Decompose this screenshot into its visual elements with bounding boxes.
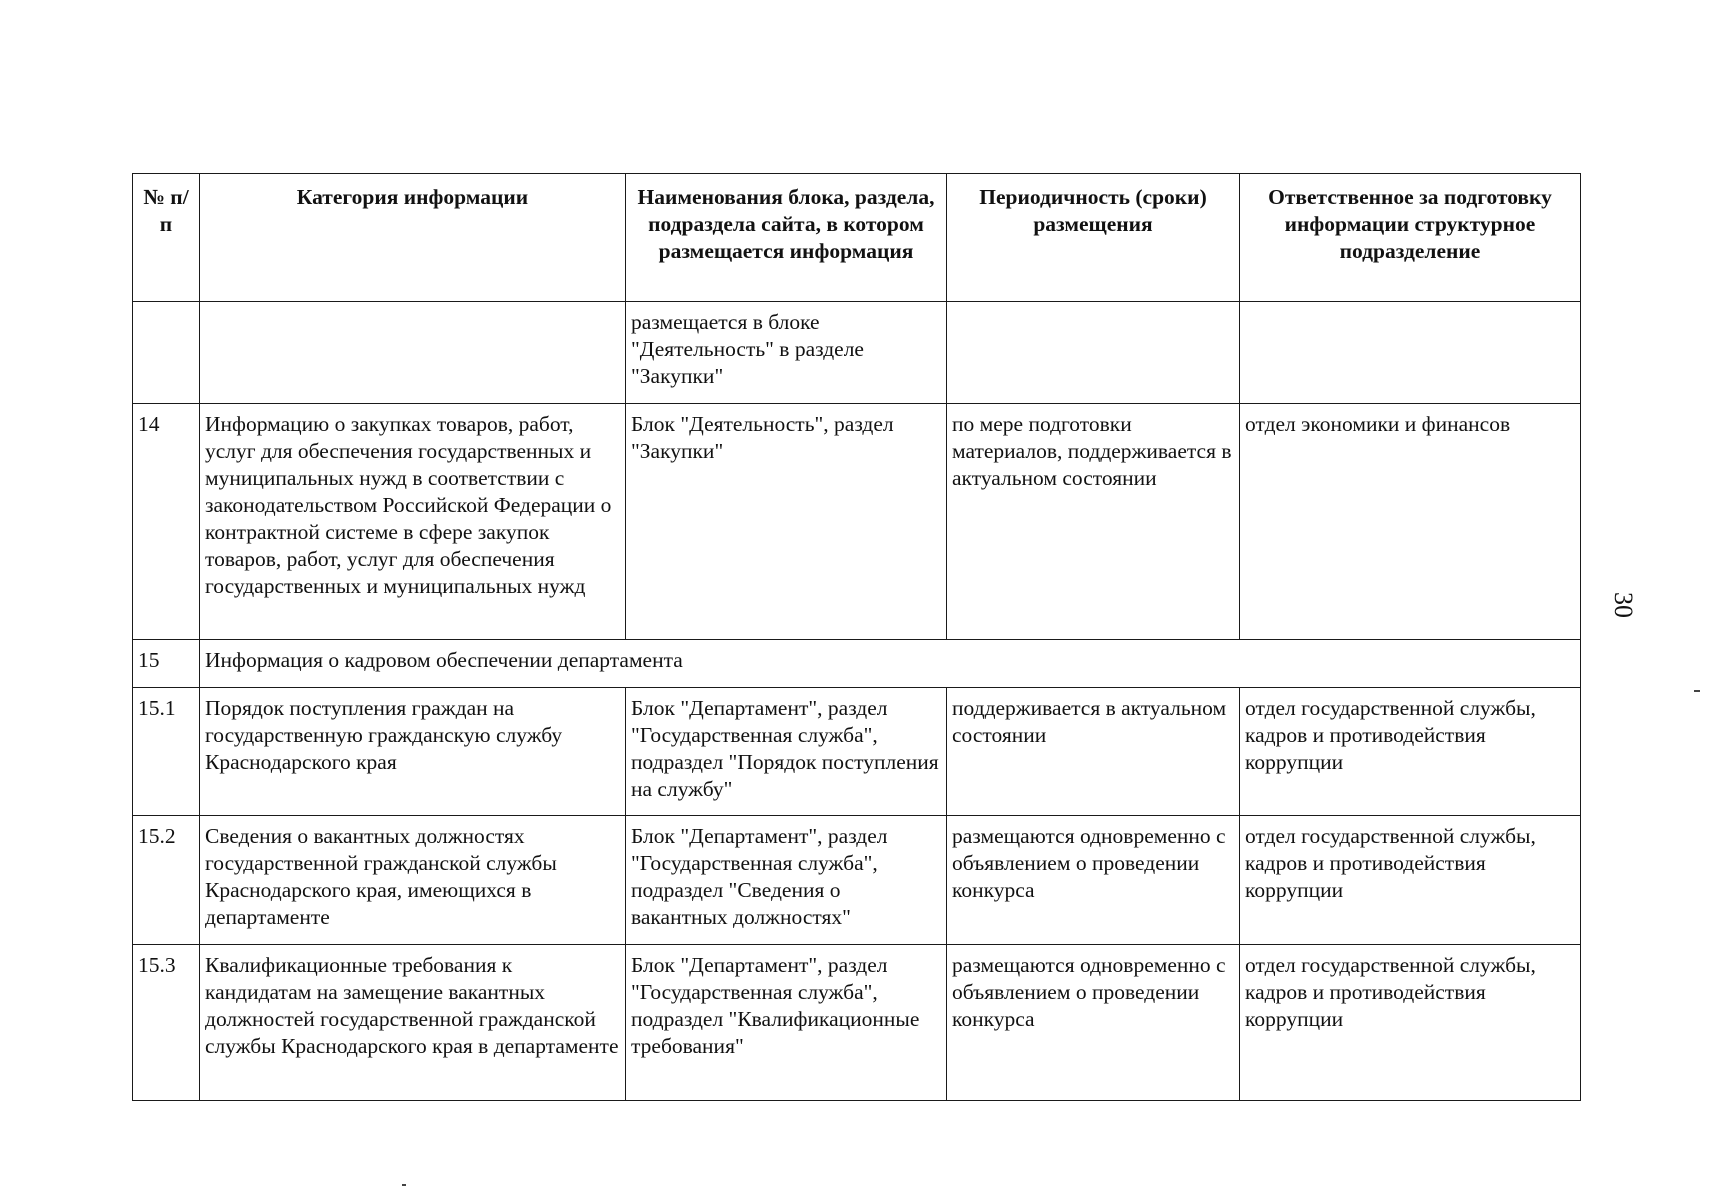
table-row-section <box>133 640 1581 688</box>
cell-period: размещаются одновременно с объявлением о проведении конкурса <box>947 816 1240 945</box>
table-row <box>133 404 1581 640</box>
cell-number <box>133 302 200 404</box>
cell-period: размещаются одновременно с объявлением о проведении конкурса <box>947 945 1240 1101</box>
cell-category: Сведения о вакантных должностях государственной гражданской службы Краснодарского края, имеющихся в департаменте <box>200 816 626 945</box>
cell-category: Информацию о закупках товаров, работ, услуг для обеспечения государственных и муниципальных нужд в соответствии с законодательством Российской Федерации о контрактной системе в сфере закупок товаров, работ, услуг для обеспечения государственных и муниципальных нужд <box>200 404 626 640</box>
scan-artifact <box>402 1184 406 1186</box>
cell-section-title: Информация о кадровом обеспечении департамента <box>200 640 1581 688</box>
cell-block: размещается в блоке "Деятельность" в разделе "Закупки" <box>626 302 947 404</box>
cell-block: Блок "Департамент", раздел "Государственная служба", подраздел "Сведения о вакантных должностях" <box>626 816 947 945</box>
header-number: № п/п <box>133 174 200 302</box>
cell-responsible <box>1240 302 1581 404</box>
cell-responsible: отдел экономики и финансов <box>1240 404 1581 640</box>
cell-block: Блок "Департамент", раздел "Государственная служба", подраздел "Порядок поступления на службу" <box>626 688 947 816</box>
cell-number: 15.2 <box>133 816 200 945</box>
table-header-row <box>133 174 1581 302</box>
scan-artifact <box>1694 690 1700 692</box>
cell-responsible: отдел государственной службы, кадров и противодействия коррупции <box>1240 945 1581 1101</box>
header-category: Категория информации <box>200 174 626 302</box>
cell-period <box>947 302 1240 404</box>
cell-number: 14 <box>133 404 200 640</box>
cell-number: 15 <box>133 640 200 688</box>
table-row <box>133 688 1581 816</box>
cell-period: по мере подготовки материалов, поддерживается в актуальном состоянии <box>947 404 1240 640</box>
cell-block: Блок "Департамент", раздел "Государственная служба", подраздел "Квалификационные требования" <box>626 945 947 1101</box>
cell-number: 15.1 <box>133 688 200 816</box>
cell-responsible: отдел государственной службы, кадров и противодействия коррупции <box>1240 816 1581 945</box>
cell-responsible: отдел государственной службы, кадров и противодействия коррупции <box>1240 688 1581 816</box>
cell-category: Квалификационные требования к кандидатам на замещение вакантных должностей государственной гражданской службы Краснодарского края в департаменте <box>200 945 626 1101</box>
header-responsible: Ответственное за подготовку информации структурное подразделение <box>1240 174 1581 302</box>
table-row <box>133 816 1581 945</box>
table-row <box>133 302 1581 404</box>
table-row <box>133 945 1581 1101</box>
cell-category: Порядок поступления граждан на государственную гражданскую службу Краснодарского края <box>200 688 626 816</box>
information-table <box>132 173 1581 1101</box>
cell-category <box>200 302 626 404</box>
cell-block: Блок "Деятельность", раздел "Закупки" <box>626 404 947 640</box>
cell-number: 15.3 <box>133 945 200 1101</box>
header-period: Периодичность (сроки) размещения <box>947 174 1240 302</box>
header-block: Наименования блока, раздела, подраздела сайта, в котором размещается информация <box>626 174 947 302</box>
cell-period: поддерживается в актуальном состоянии <box>947 688 1240 816</box>
page-number: 30 <box>1609 592 1638 618</box>
